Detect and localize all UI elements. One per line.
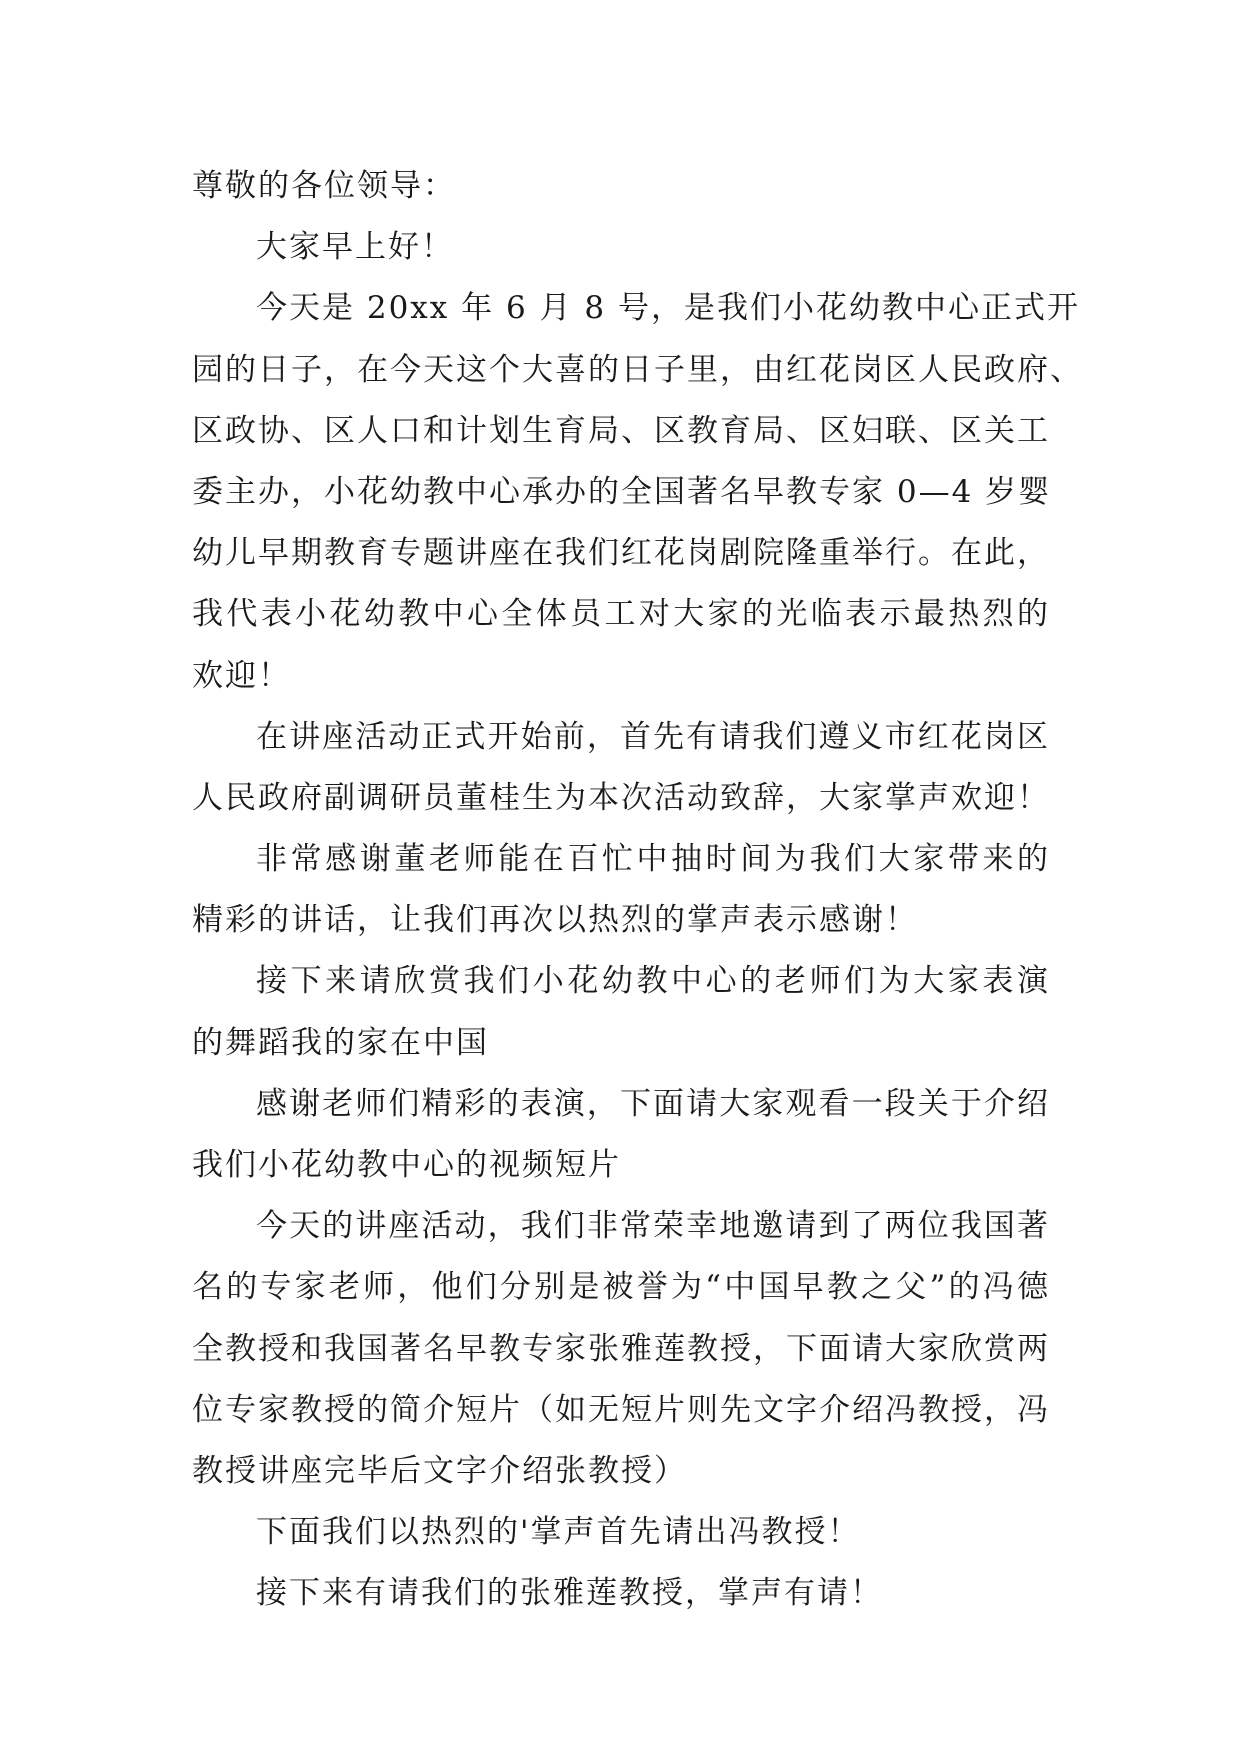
text-line: 欢迎！	[192, 657, 291, 694]
text-line: 的舞蹈我的家在中国	[192, 1024, 489, 1061]
text-line: 大家早上好！	[256, 229, 454, 266]
text-line: 我代表小花幼教中心全体员工对大家的光临表示最热烈的	[192, 596, 1050, 633]
text-line: 区政协、区人口和计划生育局、区教育局、区妇联、区关工	[192, 412, 1050, 449]
document-body	[192, 156, 1083, 1625]
text-line: 幼儿早期教育专题讲座在我们红花岗剧院隆重举行。在此，	[192, 535, 1050, 572]
text-line: 全教授和我国著名早教专家张雅莲教授，下面请大家欣赏两	[192, 1330, 1050, 1367]
text-line: 今天是 20xx 年 6 月 8 号，是我们小花幼教中心正式开	[256, 290, 1080, 327]
text-line: 今天的讲座活动，我们非常荣幸地邀请到了两位我国著	[256, 1208, 1050, 1245]
text-line: 园的日子，在今天这个大喜的日子里，由红花岗区人民政府、	[192, 351, 1083, 388]
text-line: 接下来请欣赏我们小花幼教中心的老师们为大家表演	[256, 963, 1050, 1000]
text-line: 人民政府副调研员董桂生为本次活动致辞，大家掌声欢迎！	[192, 779, 1050, 816]
text-line: 位专家教授的简介短片（如无短片则先文字介绍冯教授，冯	[192, 1391, 1050, 1428]
text-line: 在讲座活动正式开始前，首先有请我们遵义市红花岗区	[256, 718, 1050, 755]
text-line: 教授讲座完毕后文字介绍张教授）	[192, 1452, 687, 1489]
text-line: 非常感谢董老师能在百忙中抽时间为我们大家带来的	[256, 841, 1050, 878]
text-line: 尊敬的各位领导：	[192, 168, 456, 204]
text-line: 精彩的讲话，让我们再次以热烈的掌声表示感谢！	[192, 902, 918, 939]
text-line: 委主办，小花幼教中心承办的全国著名早教专家 0—4 岁婴	[192, 473, 1052, 510]
text-line: 下面我们以热烈的'掌声首先请出冯教授！	[256, 1514, 861, 1551]
text-line: 感谢老师们精彩的表演，下面请大家观看一段关于介绍	[256, 1085, 1050, 1122]
text-line: 接下来有请我们的张雅莲教授，掌声有请！	[256, 1575, 883, 1612]
text-line: 名的专家老师，他们分别是被誉为“中国早教之父”的冯德	[192, 1269, 1050, 1306]
text-line: 我们小花幼教中心的视频短片	[192, 1147, 621, 1183]
